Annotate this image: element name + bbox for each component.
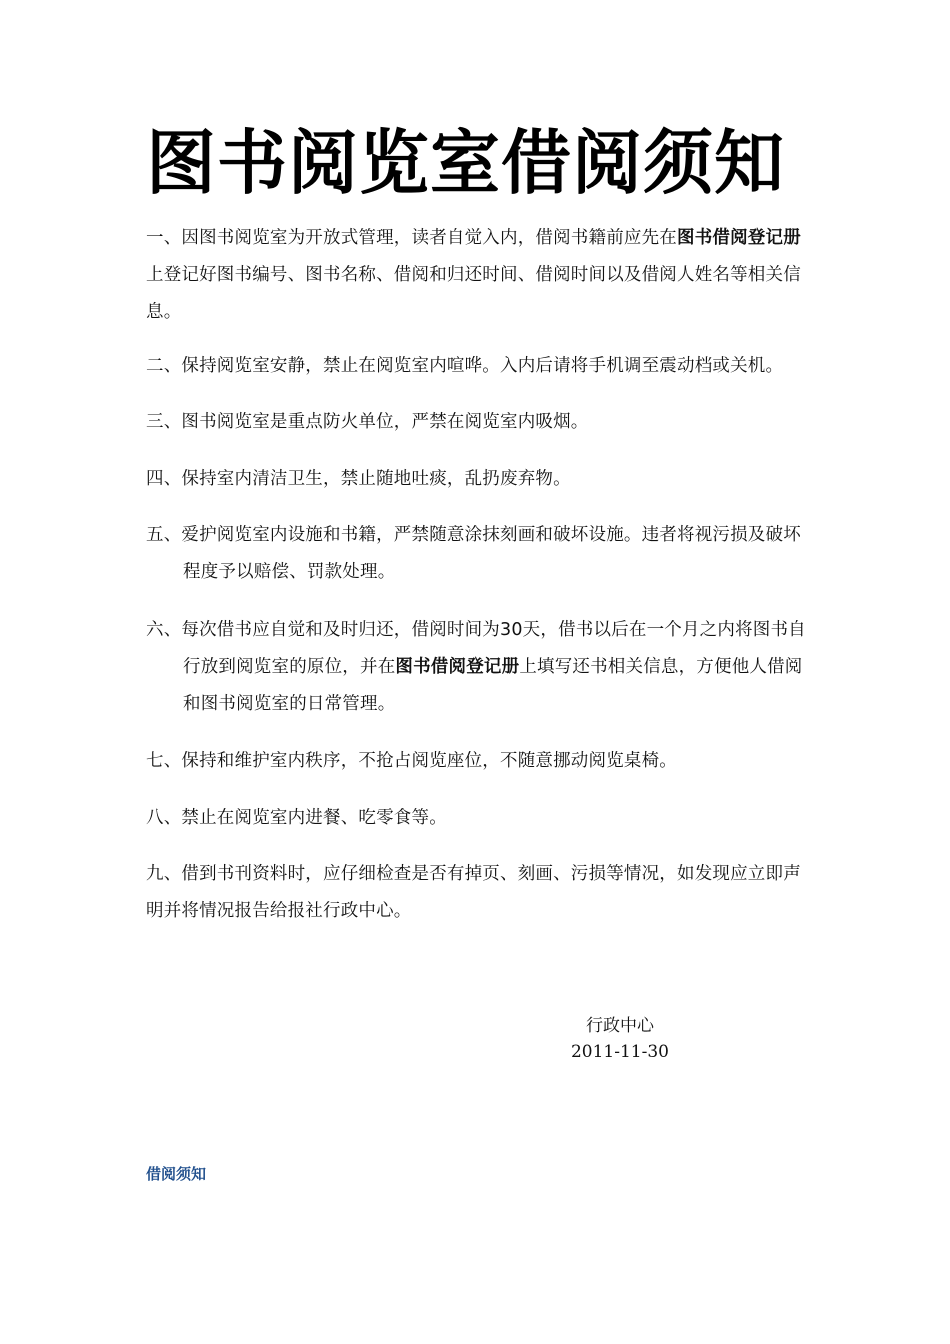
rule-1 bbox=[146, 220, 808, 331]
rule-5: 五、爱护阅览室内设施和书籍，严禁随意涂抹刻画和破坏设施。违者将视污损及破坏程度予以赔偿、罚款处理。 bbox=[146, 525, 801, 582]
rule-1-text-c: 上登记好图书编号、图书名称、借阅和归还时间、借阅时间以及借阅人姓名等相关信息。 bbox=[146, 265, 801, 322]
rule-6-text-b: 天，借书以后在一个月之内将图书自行放到阅览室的原位，并在 bbox=[183, 620, 806, 677]
rule-7: 七、保持和维护室内秩序，不抢占阅览座位，不随意挪动阅览桌椅。 bbox=[146, 751, 677, 771]
rule-1-register-name: 图书借阅登记册 bbox=[677, 228, 801, 248]
rule-4: 四、保持室内清洁卫生，禁止随地吐痰，乱扔废弃物。 bbox=[146, 469, 571, 489]
rule-3: 三、图书阅览室是重点防火单位，严禁在阅览室内吸烟。 bbox=[146, 412, 589, 432]
rule-1-text-a: 一、因图书阅览室为开放式管理，读者自觉入内，借阅书籍前应先在 bbox=[146, 228, 677, 248]
signature-org: 行政中心 bbox=[586, 1016, 654, 1036]
rule-6-register-name: 图书借阅登记册 bbox=[395, 657, 520, 677]
rule-6-text-a: 六、每次借书应自觉和及时归还，借阅时间为 bbox=[146, 620, 500, 640]
rule-6-days: 30 bbox=[500, 620, 523, 640]
signature-date: 2011-11-30 bbox=[570, 1042, 669, 1062]
rule-8: 八、禁止在阅览室内进餐、吃零食等。 bbox=[146, 808, 447, 828]
rule-6-text-d: 上填写还书相关信息，方便他人借阅和图书阅览室的日常管理。 bbox=[183, 657, 803, 714]
rule-2: 二、保持阅览室安静，禁止在阅览室内喧哗。入内后请将手机调至震动档或关机。 bbox=[146, 356, 784, 376]
rule-6 bbox=[146, 612, 808, 723]
page-title: 图书阅览室借阅须知 bbox=[146, 122, 785, 204]
footer-link[interactable]: 借阅须知 bbox=[146, 1165, 207, 1183]
rule-9: 九、借到书刊资料时，应仔细检查是否有掉页、刻画、污损等情况，如发现应立即声明并将情况报告给报社行政中心。 bbox=[146, 864, 801, 921]
